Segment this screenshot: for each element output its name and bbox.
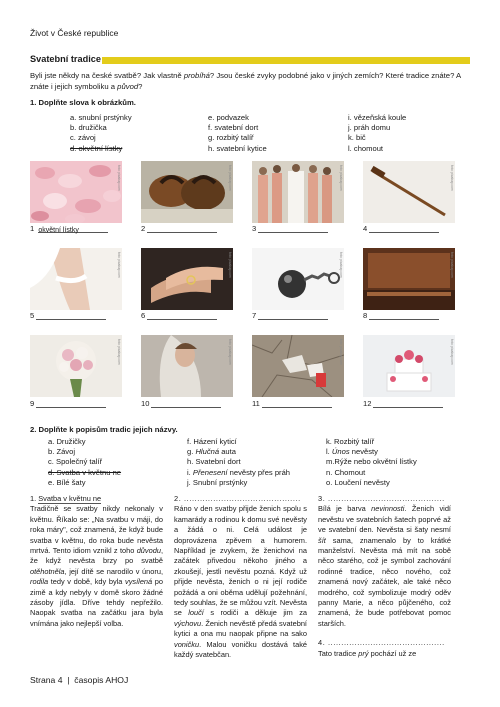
- tradition-item: n. Chomout: [326, 467, 366, 477]
- tradition-item: h. Svatební dort: [187, 457, 241, 467]
- photo-whip: [363, 161, 455, 223]
- text-label: 4. ............................................: [318, 638, 445, 648]
- tradition-item: m.Rýže nebo okvětní lístky: [326, 457, 417, 467]
- word-item: k. bič: [348, 133, 366, 143]
- caption-1: [30, 224, 108, 233]
- section-title-text: Svatební tradice: [30, 54, 101, 64]
- answer-line[interactable]: [151, 400, 221, 408]
- intro-text: ? Jsou české zvyky podobné jako v jiných zemích? Které tradice znáte? A znáte i jejich symboliku a: [30, 71, 461, 91]
- caption-number: 4: [363, 224, 368, 233]
- intro-italic: původ: [117, 82, 139, 91]
- word-item: c. závoj: [70, 133, 96, 143]
- broken-plate-image: [252, 335, 344, 397]
- tradition-text-1: [30, 494, 163, 629]
- tradition-item: j. Snubní prstýnky: [187, 477, 248, 487]
- magazine-name: časopis AHOJ: [74, 675, 129, 685]
- word-item: g. rozbitý talíř: [208, 133, 254, 143]
- tradition-item: [187, 447, 290, 457]
- caption-number: 1: [30, 224, 35, 233]
- caption-10: [141, 399, 221, 408]
- photo-broken-plate: [252, 335, 344, 397]
- photo-credit: foto: pixabay.com: [450, 252, 454, 278]
- word-item: j. práh domu: [348, 123, 391, 133]
- caption-6: [141, 311, 217, 320]
- photo-credit: foto: pixabay.com: [117, 165, 121, 191]
- intro-text: ?: [138, 82, 143, 91]
- photo-credit: foto: pixabay.com: [117, 252, 121, 278]
- task2-heading: 2. Doplňte k popisům tradic jejich názvy.: [30, 425, 178, 434]
- page-footer: [30, 675, 128, 685]
- text-italic: otěhotněla: [30, 566, 65, 576]
- answer-line[interactable]: [38, 225, 108, 233]
- photo-rose-petals: [30, 161, 122, 223]
- photo-wedding-cake: [363, 335, 455, 397]
- running-header: Život v České republice: [30, 28, 119, 38]
- photo-credit: foto: pixabay.com: [450, 165, 454, 191]
- text-answer: Svatba v květnu ne: [38, 494, 102, 503]
- word-item: b. družička: [70, 123, 107, 133]
- photo-credit: foto: pixabay.com: [450, 339, 454, 365]
- rings-image: [141, 248, 233, 310]
- photo-credit: foto: pixabay.com: [228, 339, 232, 365]
- text-italic: důvodu: [136, 546, 161, 556]
- answer-line[interactable]: [258, 312, 328, 320]
- tradition-item-used: d. Svatba v květnu ne: [48, 467, 122, 477]
- tradition-text-3: [318, 494, 451, 659]
- answer-line[interactable]: [369, 225, 439, 233]
- word-item-used: d. okvětní lístky: [70, 143, 123, 153]
- caption-number: 9: [30, 399, 35, 408]
- caption-2: [141, 224, 217, 233]
- text-italic: loučí: [188, 608, 204, 618]
- accent-bar: [102, 57, 470, 64]
- answer-line[interactable]: [262, 400, 332, 408]
- caption-number: 7: [252, 311, 257, 320]
- intro-italic: probíhá: [183, 71, 210, 80]
- item-prefix: g.: [187, 447, 196, 457]
- tradition-item: c. Společný talíř: [48, 457, 103, 467]
- photo-credit: foto: pixabay.com: [339, 339, 343, 365]
- ball-chain-image: [252, 248, 344, 310]
- photo-credit: foto: pixabay.com: [228, 165, 232, 191]
- tradition-text-2: [174, 494, 307, 661]
- text-number: 2.: [174, 494, 182, 503]
- photo-rings: [141, 248, 233, 310]
- tradition-item: [326, 447, 417, 457]
- text-body: tedy v době, kdy byla: [48, 577, 126, 587]
- caption-number: 2: [141, 224, 146, 233]
- text-number: 4.: [318, 638, 326, 648]
- text-italic: rodila: [30, 577, 49, 587]
- answer-text: okvětní lístky: [38, 227, 79, 234]
- whip-image: [363, 161, 455, 223]
- caption-5: [30, 311, 106, 320]
- text-label: 2. ............................................: [174, 494, 301, 503]
- photo-veil: [141, 335, 233, 397]
- footer-separator: |: [67, 675, 70, 685]
- answer-line[interactable]: [36, 400, 106, 408]
- text-italic: výchovu: [174, 618, 202, 628]
- horse-yoke-image: [141, 161, 233, 223]
- text-italic: nevinnosti: [371, 504, 405, 514]
- text-body: . Ženich nevěstě předá svatební kytici a ona mu naopak připne na sako: [174, 618, 307, 639]
- tradition-item: b. Závoj: [48, 447, 76, 457]
- wedding-cake-image: [363, 335, 455, 397]
- caption-4: [363, 224, 439, 233]
- tradition-item: a. Družičky: [48, 437, 86, 446]
- task1-heading: 1. Doplňte slova k obrázkům.: [30, 98, 136, 107]
- caption-11: [252, 399, 332, 408]
- text-label: 3. ............................................: [318, 494, 445, 503]
- item-prefix: i.: [187, 467, 193, 477]
- word-item: h. svatební kytice: [208, 143, 267, 153]
- answer-line[interactable]: [147, 225, 217, 233]
- answer-line[interactable]: [147, 312, 217, 320]
- answer-line[interactable]: [258, 225, 328, 233]
- tradition-names-col1: [48, 437, 121, 488]
- word-bank-col1: [70, 113, 132, 154]
- tradition-item: o. Loučení nevěsty: [326, 477, 390, 487]
- tradition-item: f. Házení kyticí: [187, 437, 237, 446]
- word-item: l. chomout: [348, 143, 384, 153]
- veil-image: [141, 335, 233, 397]
- rose-petals-image: [30, 161, 122, 223]
- photo-credit: foto: pixabay.com: [117, 339, 121, 365]
- text-body: Ráno v den svatby přijde ženich spolu s kamarády a rodinou k domu své nevěsty a žádá o ni. Celá událost je doprovázena zpěvem a humorem. Například je zvykem, že ženichovi na začátek přivedou někoho jiného a zkoušejí, jestli nevěstu pozná. Když už přijde nevěsta, ženich o ni její rodiče požádá a oni oběma udělují požehnání, tedy souhlas, že se můžou vzít. Nevěsta se: [174, 504, 307, 618]
- caption-number: 11: [252, 399, 260, 408]
- tradition-names-col2: [187, 437, 290, 488]
- answer-line[interactable]: [369, 312, 439, 320]
- text-body: Tato tradice: [318, 648, 359, 658]
- text-body: sama, znamenalo by to krátké manželství. Nevěsta má mít na sobě něco starého, což je symbol zachování rodinné tradice, něco nového, což znamená nový začátek, ale také něco modrého, což symbolizuje modrý oděv panny Marie, a něco půjčeného, což znamená, že bude potřebovat pomoc starších.: [318, 535, 451, 628]
- section-title: [30, 54, 470, 64]
- answer-line[interactable]: [373, 400, 443, 408]
- photo-bouquet: [30, 335, 122, 397]
- text-body: . Ženich vidí nevěstu ve svatebních šatech poprvé až ve svatební den. Nevěsta si šaty nesmí: [318, 504, 451, 535]
- text-italic: šít: [318, 535, 326, 545]
- answer-line[interactable]: [36, 312, 106, 320]
- text-italic: prý: [358, 648, 369, 658]
- tradition-names-col3: [326, 437, 417, 488]
- tradition-item: [187, 468, 290, 478]
- text-number: 3.: [318, 494, 326, 503]
- text-label: [30, 494, 163, 504]
- photo-ball-chain: [252, 248, 344, 310]
- caption-12: [363, 399, 443, 408]
- text-body: po zimě a kdy nebyly v domě skoro žádné zásoby jídla. Dříve tehdy nepřežilo. Naopak svatba na začátku jara byla vnímána jako nejlepší volba.: [30, 577, 163, 628]
- text-body: Bílá je barva: [318, 504, 372, 514]
- word-item: i. vězeňská koule: [348, 113, 407, 122]
- bridesmaids-image: [252, 161, 344, 223]
- photo-threshold: [363, 248, 455, 310]
- caption-number: 8: [363, 311, 368, 320]
- text-body: . Malou voničku dostává také každý svatebčan.: [174, 639, 307, 660]
- word-item: e. podvazek: [208, 113, 249, 122]
- text-body: , že když nevěsta brzy po svatbě: [30, 546, 163, 566]
- word-bank-col3: [348, 113, 406, 154]
- text-body: Tradičně se svatby nikdy nekonaly v květnu. Říkalo se: „Na svatbu v máji, do roka máry", což znamená, že když bude svatba v květnu, do roka bude nevěsta mrtvá. Tento idiom vznikl z toho: [30, 504, 163, 556]
- tradition-item: k. Rozbitý talíř: [326, 437, 375, 446]
- tradition-item: e. Bílé šaty: [48, 477, 86, 487]
- caption-3: [252, 224, 328, 233]
- word-item: f. svatební dort: [208, 123, 259, 133]
- photo-garter: [30, 248, 122, 310]
- text-body: , její dítě se narodilo v únoru,: [64, 566, 163, 576]
- caption-number: 5: [30, 311, 35, 320]
- text-body: s rodiči a děkuje jim za: [203, 608, 308, 618]
- caption-number: 12: [363, 399, 372, 408]
- photo-horse-yoke: [141, 161, 233, 223]
- item-italic: Únos: [331, 447, 350, 457]
- garter-image: [30, 248, 122, 310]
- caption-number: 3: [252, 224, 257, 233]
- word-item: a. snubní prstýnky: [70, 113, 132, 122]
- threshold-image: [363, 248, 455, 310]
- item-rest: nevěsty: [349, 447, 378, 457]
- item-italic: Přenesení: [192, 467, 228, 477]
- text-body: pochází už ze: [368, 648, 417, 658]
- page-number: Strana 4: [30, 675, 63, 685]
- text-italic: voničku: [174, 639, 200, 649]
- item-italic: Hlučná: [195, 447, 220, 457]
- intro-text: Byli jste někdy na české svatbě? Jak vlastně: [30, 71, 184, 80]
- photo-credit: foto: pixabay.com: [339, 252, 343, 278]
- item-rest: auta: [219, 447, 236, 457]
- caption-9: [30, 399, 106, 408]
- text-number: 1.: [30, 494, 37, 503]
- photo-bridesmaids: [252, 161, 344, 223]
- caption-7: [252, 311, 328, 320]
- caption-8: [363, 311, 439, 320]
- caption-number: 6: [141, 311, 146, 320]
- photo-credit: foto: pixabay.com: [339, 165, 343, 191]
- caption-number: 10: [141, 399, 150, 408]
- bouquet-image: [30, 335, 122, 397]
- word-bank-col2: [208, 113, 267, 154]
- item-prefix: l.: [326, 447, 332, 457]
- item-rest: nevěsty přes práh: [227, 467, 291, 477]
- intro-paragraph: [30, 70, 470, 92]
- text-italic: vysílená: [125, 577, 153, 587]
- photo-credit: foto: pixabay.com: [228, 252, 232, 278]
